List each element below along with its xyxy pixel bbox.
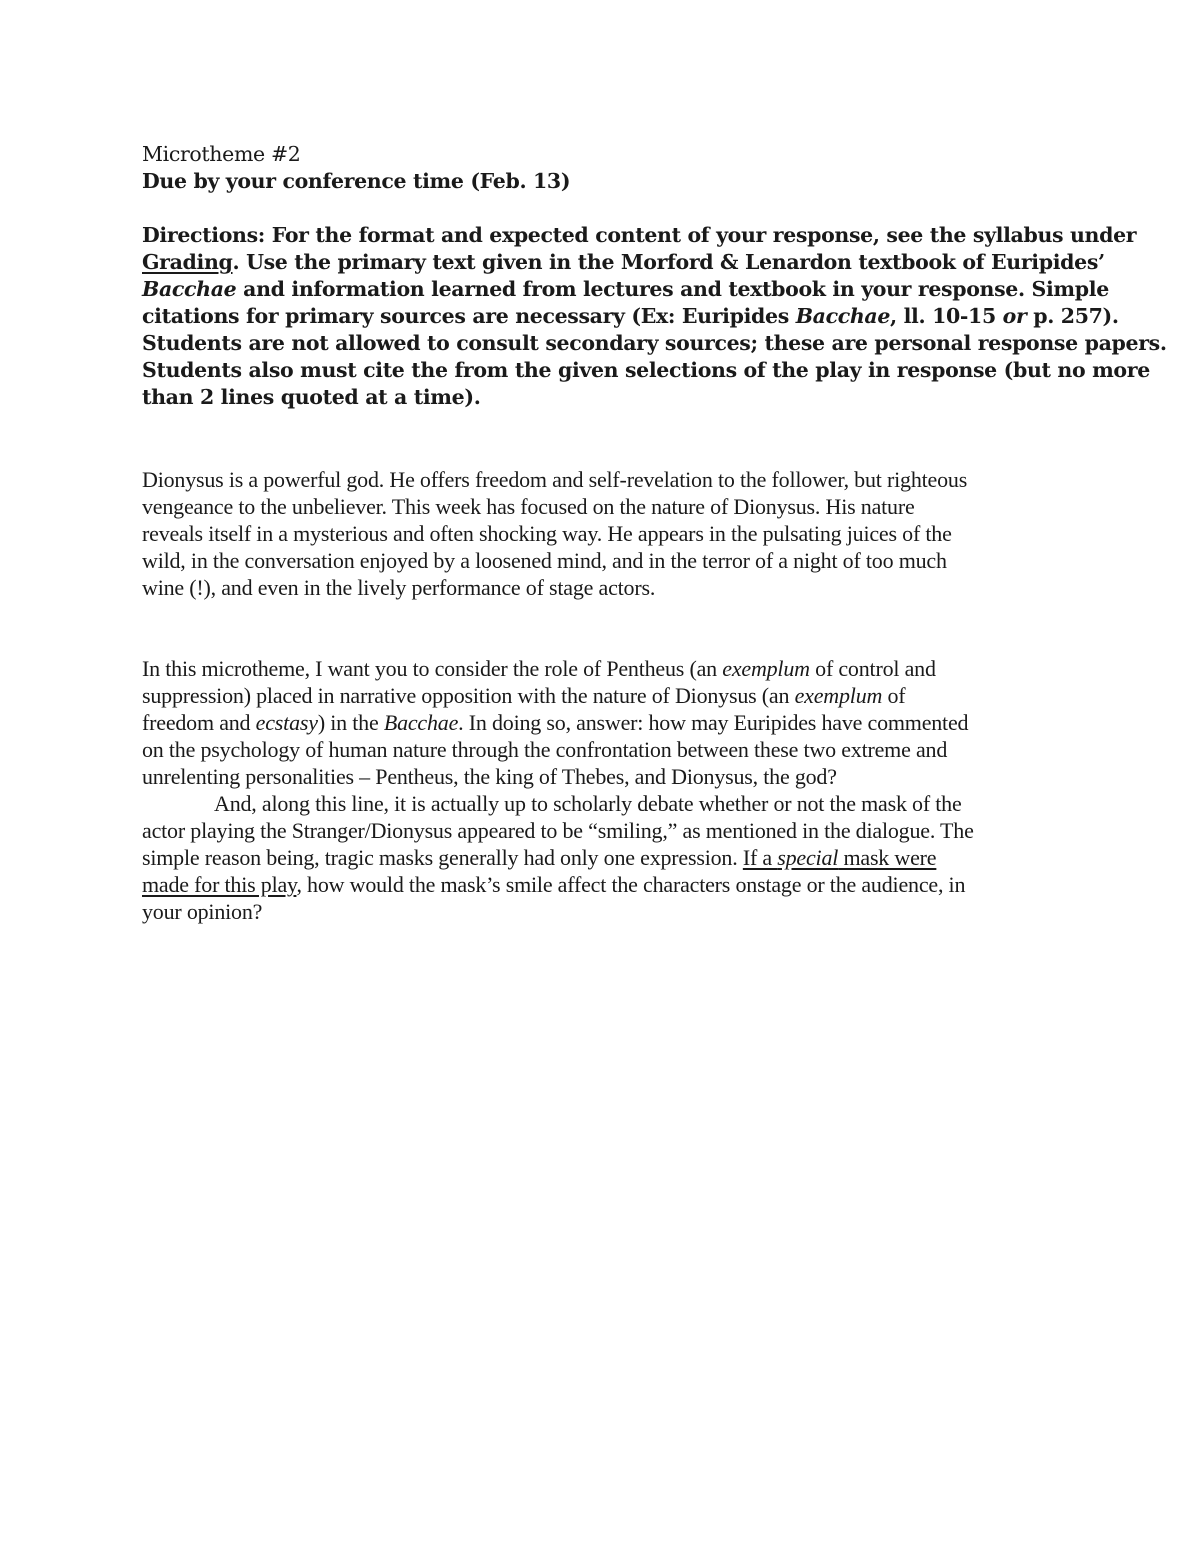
underlined-question: If a special mask were <box>742 845 937 870</box>
directions-line: than 2 lines quoted at a time). <box>142 385 481 409</box>
underlined-question: made for this play <box>142 872 297 897</box>
paragraph-line: made for this play, how would the mask’s smile affect the characters onstage or the audience, in <box>142 872 966 897</box>
paragraph-line: actor playing the Stranger/Dionysus appeared to be “smiling,” as mentioned in the dialogue. The <box>142 818 974 843</box>
directions-line: citations for primary sources are necessary (Ex: Euripides Bacchae, ll. 10-15 or p. 257). <box>142 304 1119 328</box>
paragraph-line: wine (!), and even in the lively performance of stage actors. <box>142 575 656 600</box>
paragraph-line: In this microtheme, I want you to consider the role of Pentheus (an exemplum of control and <box>142 656 936 681</box>
paragraph-line: simple reason being, tragic masks generally had only one expression. If a special mask were <box>142 845 937 870</box>
paragraph-line: And, along this line, it is actually up to scholarly debate whether or not the mask of the <box>214 791 962 816</box>
due-date: Due by your conference time (Feb. 13) <box>142 169 571 193</box>
directions-line: Directions: For the format and expected content of your response, see the syllabus under <box>142 223 1137 247</box>
bacchae-title: Bacchae <box>142 277 237 301</box>
intro-paragraph <box>142 466 1072 601</box>
paragraph-line: unrelenting personalities – Pentheus, the king of Thebes, and Dionysus, the god? <box>142 764 837 789</box>
document-title: Microtheme #2 <box>142 142 301 166</box>
paragraph-line: vengeance to the unbeliever. This week has focused on the nature of Dionysus. His nature <box>142 494 915 519</box>
paragraph-line: on the psychology of human nature through the confrontation between these two extreme and <box>142 737 948 762</box>
directions-paragraph <box>142 222 1167 411</box>
directions-line: Students also must cite the from the given selections of the play in response (but no more <box>142 358 1150 382</box>
paragraph-line: your opinion? <box>142 899 263 924</box>
directions-line: Students are not allowed to consult secondary sources; these are personal response papers. <box>142 331 1167 355</box>
prompt-paragraph <box>142 655 1072 925</box>
paragraph-line: reveals itself in a mysterious and often shocking way. He appears in the pulsating juices of the <box>142 521 952 546</box>
grading-reference: Grading <box>142 250 233 274</box>
paragraph-line: Dionysus is a powerful god. He offers freedom and self-revelation to the follower, but righteous <box>142 467 968 492</box>
header-block <box>142 141 1072 195</box>
directions-line: Grading. Use the primary text given in the Morford & Lenardon textbook of Euripides’ <box>142 250 1105 274</box>
paragraph-line: wild, in the conversation enjoyed by a loosened mind, and in the terror of a night of too much <box>142 548 947 573</box>
paragraph-line: suppression) placed in narrative opposition with the nature of Dionysus (an exemplum of <box>142 683 906 708</box>
directions-line: Bacchae and information learned from lectures and textbook in your response. Simple <box>142 277 1109 301</box>
document-page <box>142 141 1167 925</box>
paragraph-line: freedom and ecstasy) in the Bacchae. In doing so, answer: how may Euripides have commented <box>142 710 969 735</box>
